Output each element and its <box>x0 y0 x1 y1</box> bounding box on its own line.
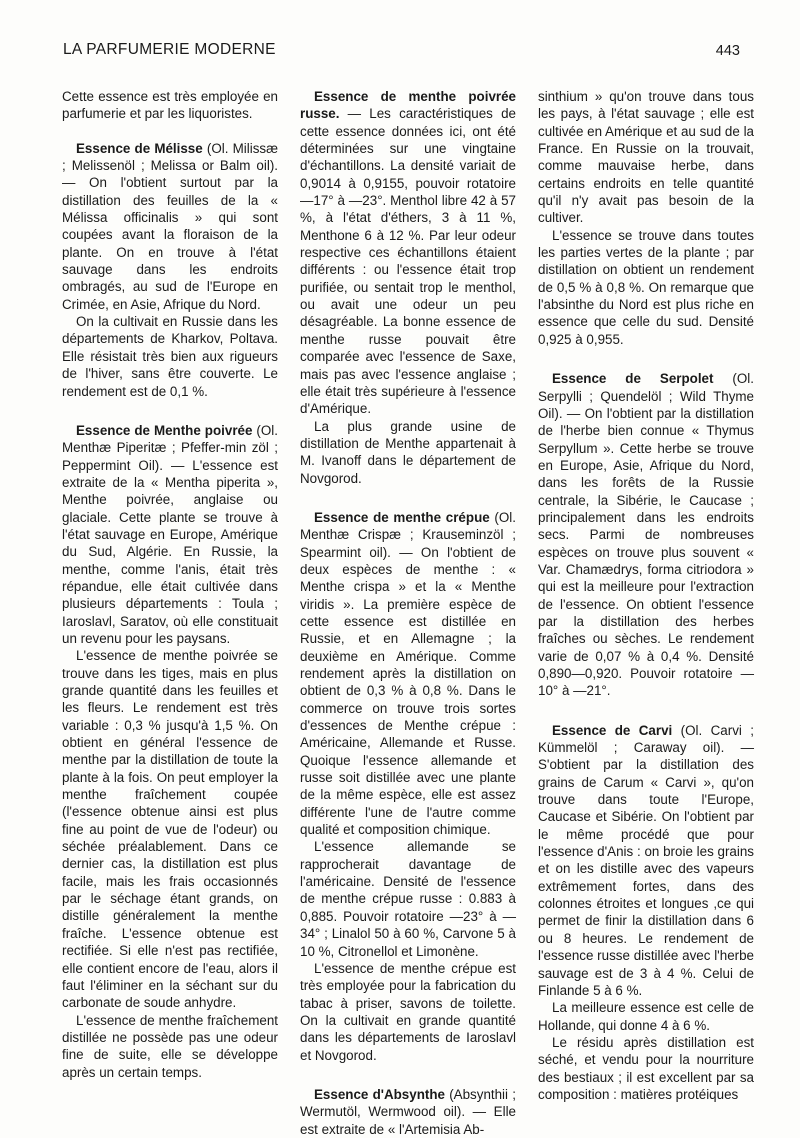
text-column-middle <box>300 88 516 1138</box>
paragraph: L'essence de menthe crépue est très employée pour la fabrication du tabac à priser, savons de toilette. On la cultivait en grande quantité dans les départements de Iaroslavl et Novgorod. <box>300 960 516 1063</box>
paragraph: L'essence allemande se rapprocherait davantage de l'américaine. Densité de l'essence de menthe crépue russe : 0.883 à 0,885. Pouvoir rotatoire —23° à —34° ; Linalol 50 à 60 %, Carvone 5 à 10 %, Citronellol et Limonène. <box>300 839 516 959</box>
paragraph: L'essence se trouve dans toutes les parties vertes de la plante ; par distillation on obtient un rendement de 0,5 % à 0,8 %. On remarque que l'absinthe du Nord est plus riche en essence que celle du sud. Densité 0,925 à 0,955. <box>538 227 754 347</box>
section-heading-absynthe: Essence d'Absynthe <box>314 1086 445 1102</box>
text-column-right <box>538 88 754 1103</box>
section-heading-menthe-poivree: Essence de Menthe poivrée <box>76 422 253 438</box>
paragraph-menthe-russe: Essence de menthe poivrée russe. — Les caractéristiques de cette essence données ici, ont été déterminées sur une vingtaine d'échantillons. La densité variait de 0,9014 à 0,9155, pouvoir rotatoire —17° à —23°. Menthol libre 42 à 57 %, à l'état d'éthers, 3 à 11 %, Menthone 6 à 12 %. Par leur odeur respective ces échantillons étaient différents : ou l'essence était trop purifiée, ou sentait trop le menthol, ou avait une odeur un peu désagréable. La bonne essence de menthe russe pouvait être comparée avec l'essence de Saxe, mais pas avec l'essence anglaise ; elle était très supérieure à l'essence d'Amérique. <box>300 89 516 417</box>
paragraph-menthe-crepue: Essence de menthe crépue (Ol. Menthæ Crispæ ; Krauseminzöl ; Spearmint oil). — On l'obtient de deux espèces de menthe : « Menthe crispa » et la « Menthe viridis ». La première espèce de cette essence est distillée en Russie, et en Allemagne ; la deuxième en Amérique. Comme rendement après la distillation on obtient de 0,3 % à 0,8 %. Dans le commerce on trouve trois sortes d'essences de Menthe crépue : Américaine, Allemande et Russe. Quoique l'essence allemande et russe soit distillée avec une plante de la même espèce, elle est assez différente l'une de l'autre comme qualité et composition chimique. <box>300 509 517 838</box>
paragraph-carvi: Essence de Carvi (Ol. Carvi ; Kümmelöl ; Caraway oil). — S'obtient par la distillation des grains de Carum « Carvi », qu'on trouve dans toute l'Europe, Caucase et Sibérie. On l'obtient par le même procédé que pour l'essence d'Anis : on broie les grains et on les distille avec des vapeurs extrêmement fortes, dans des colonnes étroites et longues ,ce qui permet de finir la distillation dans 6 ou 8 heures. Le rendement de l'essence russe distillée avec l'herbe sauvage est de 3 à 4 %. Celui de Finlande 5 à 6 %. <box>538 722 754 998</box>
paragraph: Cette essence est très employée en parfumerie et par les liquoristes. <box>62 89 278 122</box>
section-heading-melisse: Essence de Mélisse <box>76 140 203 156</box>
paragraph: Le résidu après distillation est séché, et vendu pour la nourriture des bestiaux ; il est excellent par sa composition : matières protéiques <box>538 1034 754 1102</box>
running-head: LA PARFUMERIE MODERNE <box>63 41 276 58</box>
text-column-left <box>62 88 278 1081</box>
page-number: 443 <box>715 43 740 59</box>
section-heading-menthe-crepue: Essence de menthe crépue <box>314 509 490 525</box>
paragraph-serpolet: Essence de Serpolet (Ol. Serpylli ; Quendelöl ; Wild Thyme Oil). — On l'obtient par la distillation de l'herbe bien connue « Thymus Serpyllum ». Cette herbe se trouve en Europe, Asie, Afrique du Nord, dans les forêts de la Russie centrale, la Sibérie, le Caucase ; principalement dans les endroits secs. Parmi de nombreuses espèces on trouve plus souvent « Var. Chamædrys, forma citriodora » qui est la meilleure pour l'extraction de l'essence. On obtient l'essence par la distillation des herbes fraîches ou sèches. Le rendement varie de 0,07 % à 0,4 %. Densité 0,890—0,920. Pouvoir rotatoire —10° à —21°. <box>538 371 754 699</box>
paragraph: On la cultivait en Russie dans les départements de Kharkov, Poltava. Elle résistait très bien aux rigueurs de l'hiver, sans être couverte. Le rendement est de 0,1 %. <box>62 314 278 399</box>
paragraph-melisse: Essence de Mélisse (Ol. Milissæ ; Melissenöl ; Melissa or Balm oil). — On l'obtient surtout par la distillation des feuilles de la « Mélissa officinalis » qui sont coupées avant la floraison de la plante. On en trouve à l'état sauvage dans les endroits ombragés, au sud de l'Europe en Crimée, en Asie, Afrique du Nord. <box>62 140 278 312</box>
paragraph: L'essence de menthe poivrée se trouve dans les tiges, mais en plus grande quantité dans les feuilles et les fleurs. Le rendement est très variable : 0,3 % jusqu'à 1,5 %. On obtient en général l'essence de menthe par la distillation de toute la plante à la fois. On peut employer la menthe fraîchement coupée (l'essence obtenue ainsi est plus fine au point de vue de l'odeur) ou séchée préalablement. Dans ce dernier cas, la distillation est plus facile, mais les frais occasionnés par le séchage étant grands, on distille généralement la menthe fraîche. L'essence obtenue est rectifiée. Si elle n'est pas rectifiée, elle contient encore de l'eau, alors il faut l'éliminer en la séchant sur du carbonate de soude anhydre. <box>62 648 278 1011</box>
section-heading-serpolet: Essence de Serpolet <box>552 371 714 387</box>
paragraph-absynthe: Essence d'Absynthe (Absynthii ; Wermutöl, Wermwood oil). — Elle est extraite de « l'Artemisia Ab- <box>300 1086 516 1137</box>
paragraph: La meilleure essence est celle de Hollande, qui donne 4 à 6 %. <box>538 1000 754 1033</box>
section-heading-menthe-russe: Essence de menthe poivrée russe. <box>300 89 516 122</box>
paragraph-menthe-poivree: Essence de Menthe poivrée (Ol. Menthæ Piperitæ ; Pfeffer-min zöl ; Peppermint Oil). — L'essence est extraite de la « Mentha piperita », Menthe poivrée, anglaise ou glaciale. Cette plante se trouve à l'état sauvage en Europe, Amérique du Sud, Algérie. En Russie, la menthe, comme l'anis, était très répandue, elle était cultivée dans plusieurs départements : Toula ; Iaroslavl, Saratov, où elle constituait un revenu pour les paysans. <box>62 422 278 646</box>
paragraph: L'essence de menthe fraîchement distillée ne possède pas une odeur fine de suite, elle se développe après un certain temps. <box>62 1012 278 1080</box>
paragraph: sinthium » qu'on trouve dans tous les pays, à l'état sauvage ; elle est cultivée en Amérique et au sud de la France. En Russie on la trouvait, comme mauvaise herbe, dans certains endroits en telle quantité qu'il n'y avait pas besoin de la cultiver. <box>538 89 754 226</box>
paragraph: La plus grande usine de distillation de Menthe appartenait à M. Ivanoff dans le département de Novgorod. <box>300 418 516 486</box>
section-heading-carvi: Essence de Carvi <box>552 722 673 738</box>
